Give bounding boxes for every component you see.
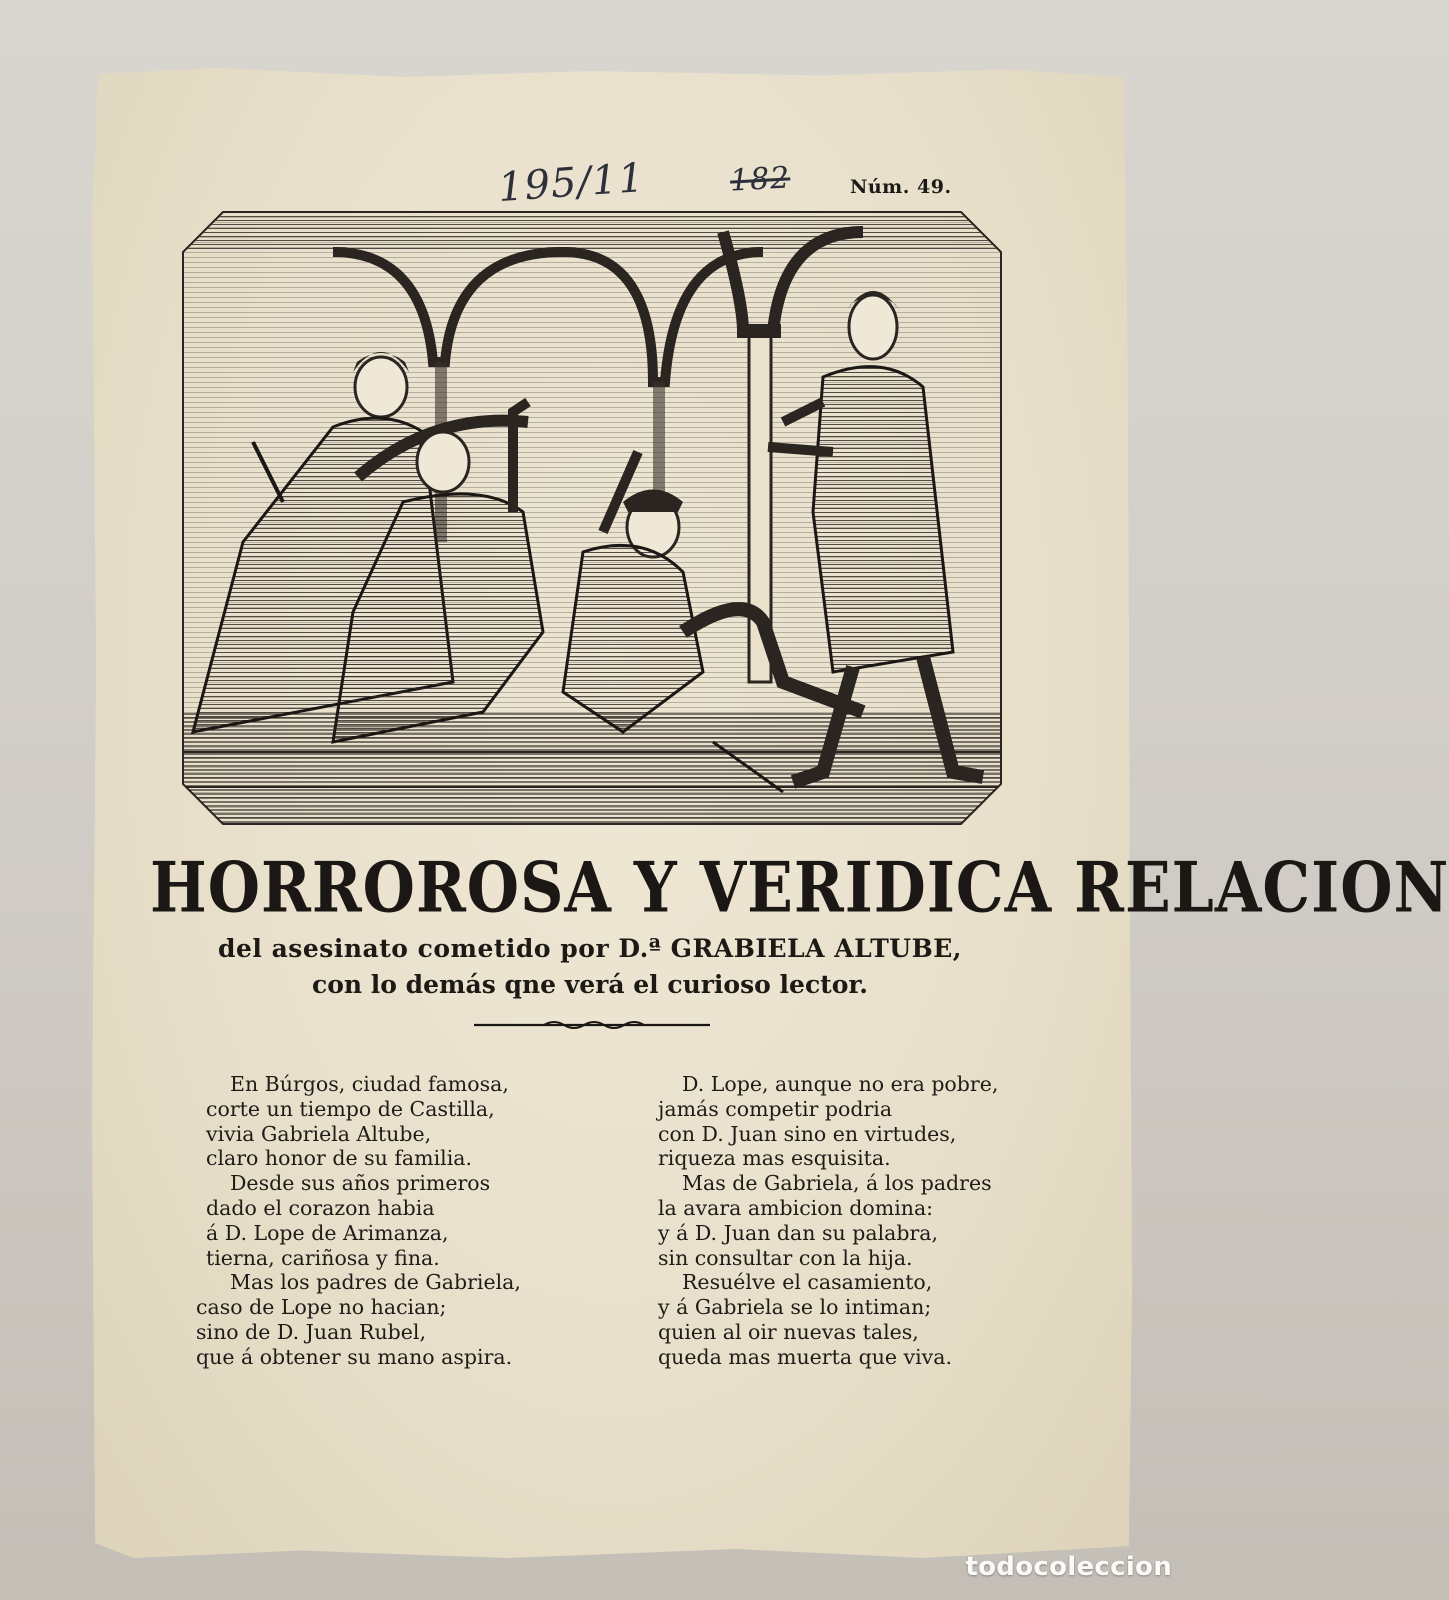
handwritten-note-left: 195/11 (496, 154, 647, 212)
handwritten-note-right: 182 (729, 160, 792, 199)
verse-line: Desde sus años primeros (230, 1171, 491, 1196)
headline-subtitle-line-2: con lo demás qne verá el curioso lector. (312, 970, 868, 999)
verse-line: y á Gabriela se lo intiman; (658, 1295, 932, 1320)
verse-line: sino de D. Juan Rubel, (196, 1319, 426, 1344)
verse-line: y á D. Juan dan su palabra, (658, 1220, 939, 1245)
verse-line: á D. Lope de Arimanza, (206, 1220, 449, 1245)
verse-line: Resuélve el casamiento, (682, 1270, 933, 1295)
headline-title: HORROROSA Y VERIDICA RELACION (150, 848, 1449, 929)
verse-line: dado el corazon habia (206, 1195, 435, 1220)
verse-line: queda mas muerta que viva. (658, 1344, 952, 1369)
verse-line: D. Lope, aunque no era pobre, (682, 1072, 999, 1096)
site-watermark: todocoleccion (965, 1552, 1172, 1582)
verse-line: la avara ambicion domina: (658, 1195, 934, 1220)
verse-line: En Búrgos, ciudad famosa, (230, 1072, 509, 1096)
issue-number: Núm. 49. (850, 176, 952, 198)
verse-line: caso de Lope no hacian; (196, 1295, 447, 1320)
headline-subtitle-line-1: del asesinato cometido por D.ª GRABIELA ALTUBE, (217, 934, 962, 963)
engraving-scene-icon (183, 212, 1001, 824)
verse-line: claro honor de su familia. (206, 1146, 472, 1171)
ornamental-divider (474, 1018, 710, 1032)
ornament-rule-icon (474, 1018, 710, 1032)
verse-line: sin consultar con la hija. (658, 1245, 913, 1270)
verse-line: jamás competir podria (658, 1096, 893, 1121)
verse-column-left (196, 1072, 596, 1370)
verse-line: vivia Gabriela Altube, (206, 1121, 432, 1146)
verse-line: con D. Juan sino en virtudes, (658, 1121, 957, 1146)
verse-line: que á obtener su mano aspira. (196, 1344, 513, 1369)
verse-line: quien al oir nuevas tales, (658, 1319, 919, 1344)
verse-line: corte un tiempo de Castilla, (206, 1096, 495, 1121)
verse-column-right (648, 1072, 1048, 1370)
engraving-illustration (183, 212, 1001, 824)
verse-line: tierna, cariñosa y fina. (206, 1245, 440, 1270)
verse-line: riqueza mas esquisita. (658, 1146, 891, 1171)
verse-line: Mas los padres de Gabriela, (230, 1270, 521, 1295)
verse-line: Mas de Gabriela, á los padres (682, 1171, 992, 1196)
